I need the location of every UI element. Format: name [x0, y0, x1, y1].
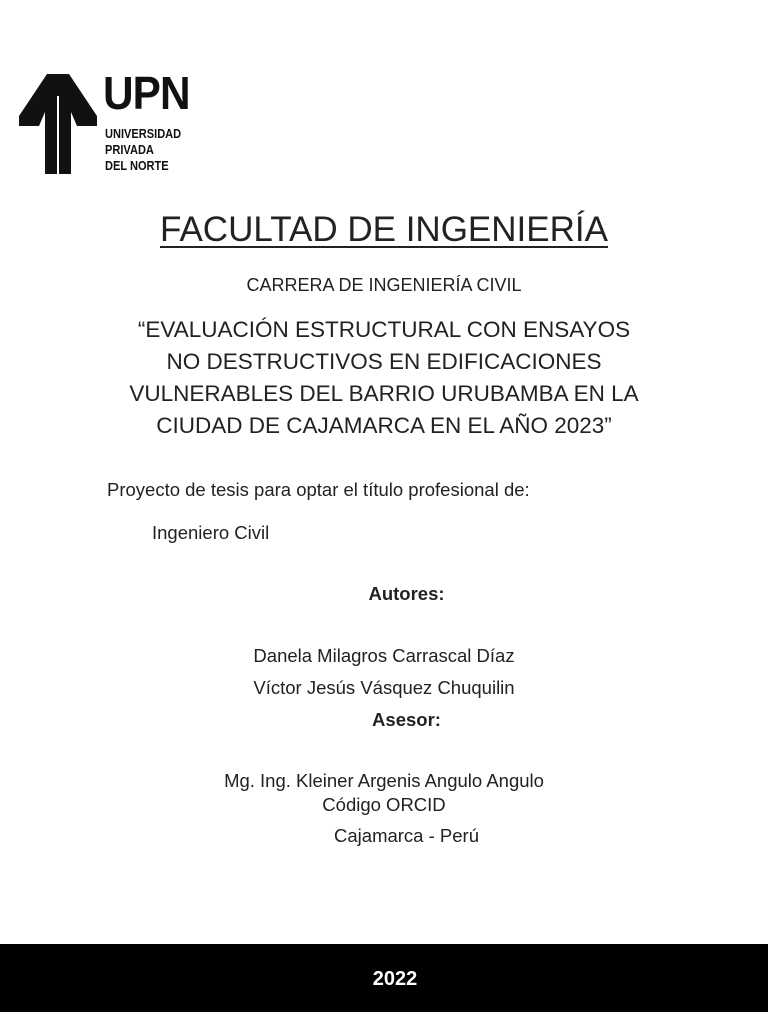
author-name: Víctor Jesús Vásquez Chuquilin: [253, 677, 515, 698]
orcid-label: Código ORCID: [322, 794, 446, 815]
thesis-title: [80, 314, 688, 442]
footer-year: 2022: [372, 968, 418, 990]
thesis-title-line: NO DESTRUCTIVOS EN EDIFICACIONES: [166, 349, 602, 374]
faculty-heading: FACULTAD DE INGENIERÍA: [160, 210, 608, 249]
project-statement: Proyecto de tesis para optar el título profesional de:: [107, 479, 530, 500]
logo-name-line: PRIVADA: [105, 142, 154, 157]
advisor-name: Mg. Ing. Kleiner Argenis Angulo Angulo: [224, 770, 544, 791]
logo-name-line: DEL NORTE: [105, 158, 169, 173]
degree-title: Ingeniero Civil: [152, 522, 270, 543]
thesis-title-line: “EVALUACIÓN ESTRUCTURAL CON ENSAYOS: [137, 317, 631, 342]
career-subheading: CARRERA DE INGENIERÍA CIVIL: [246, 275, 522, 295]
advisor-label: Asesor:: [372, 709, 441, 730]
upn-logo: [19, 67, 194, 176]
logo-name-line: UNIVERSIDAD: [105, 126, 182, 141]
thesis-title-line: VULNERABLES DEL BARRIO URUBAMBA EN LA: [129, 381, 639, 406]
logo-acronym: UPN: [103, 67, 190, 119]
arrow-up-icon: [19, 74, 97, 174]
author-name: Danela Milagros Carrascal Díaz: [253, 645, 515, 666]
logo-university-name: [105, 126, 181, 174]
location: Cajamarca - Perú: [334, 825, 479, 846]
authors-label: Autores:: [368, 583, 445, 604]
thesis-title-line: CIUDAD DE CAJAMARCA EN EL AÑO 2023”: [156, 413, 612, 438]
footer-band: [0, 944, 768, 1012]
